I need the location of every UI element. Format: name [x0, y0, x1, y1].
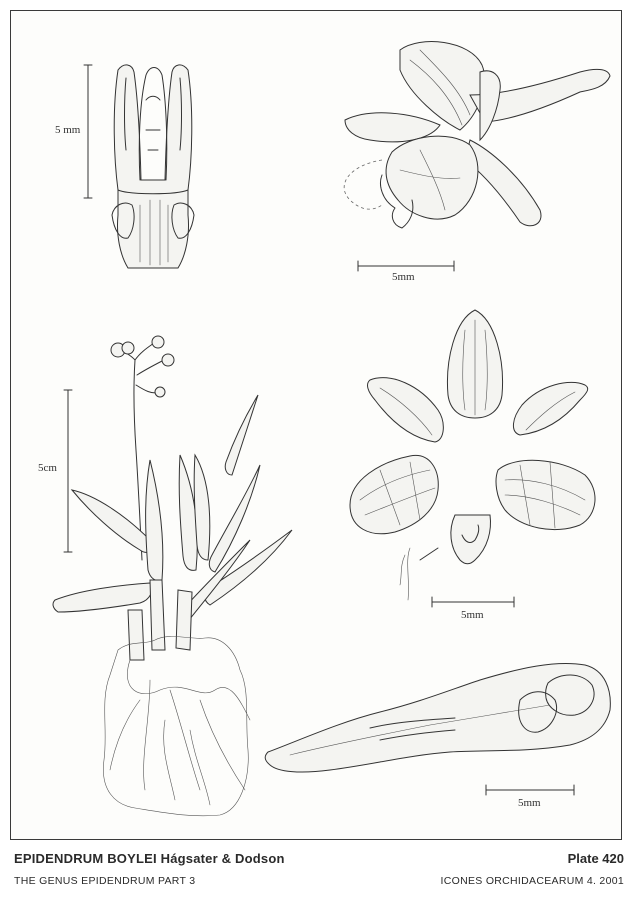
series-title: THE GENUS EPIDENDRUM PART 3: [14, 875, 196, 887]
perianth-dissection-drawing: [350, 310, 595, 607]
scale-label-flower: 5mm: [392, 271, 415, 283]
scale-label-ovary: 5mm: [518, 797, 541, 809]
column-front-view-drawing: [84, 65, 194, 268]
journal-citation: ICONES ORCHIDACEARUM 4. 2001: [440, 875, 624, 887]
ovary-column-drawing: [265, 663, 610, 795]
flower-side-view-drawing: [344, 42, 610, 271]
scale-label-habit: 5cm: [38, 462, 57, 474]
scale-label-dissection: 5mm: [461, 609, 484, 621]
plate-number: Plate 420: [567, 851, 624, 866]
plant-habit-drawing: [53, 336, 292, 816]
plate-title: EPIDENDRUM BOYLEI Hágsater & Dodson: [14, 851, 285, 866]
scale-label-column: 5 mm: [55, 124, 81, 136]
